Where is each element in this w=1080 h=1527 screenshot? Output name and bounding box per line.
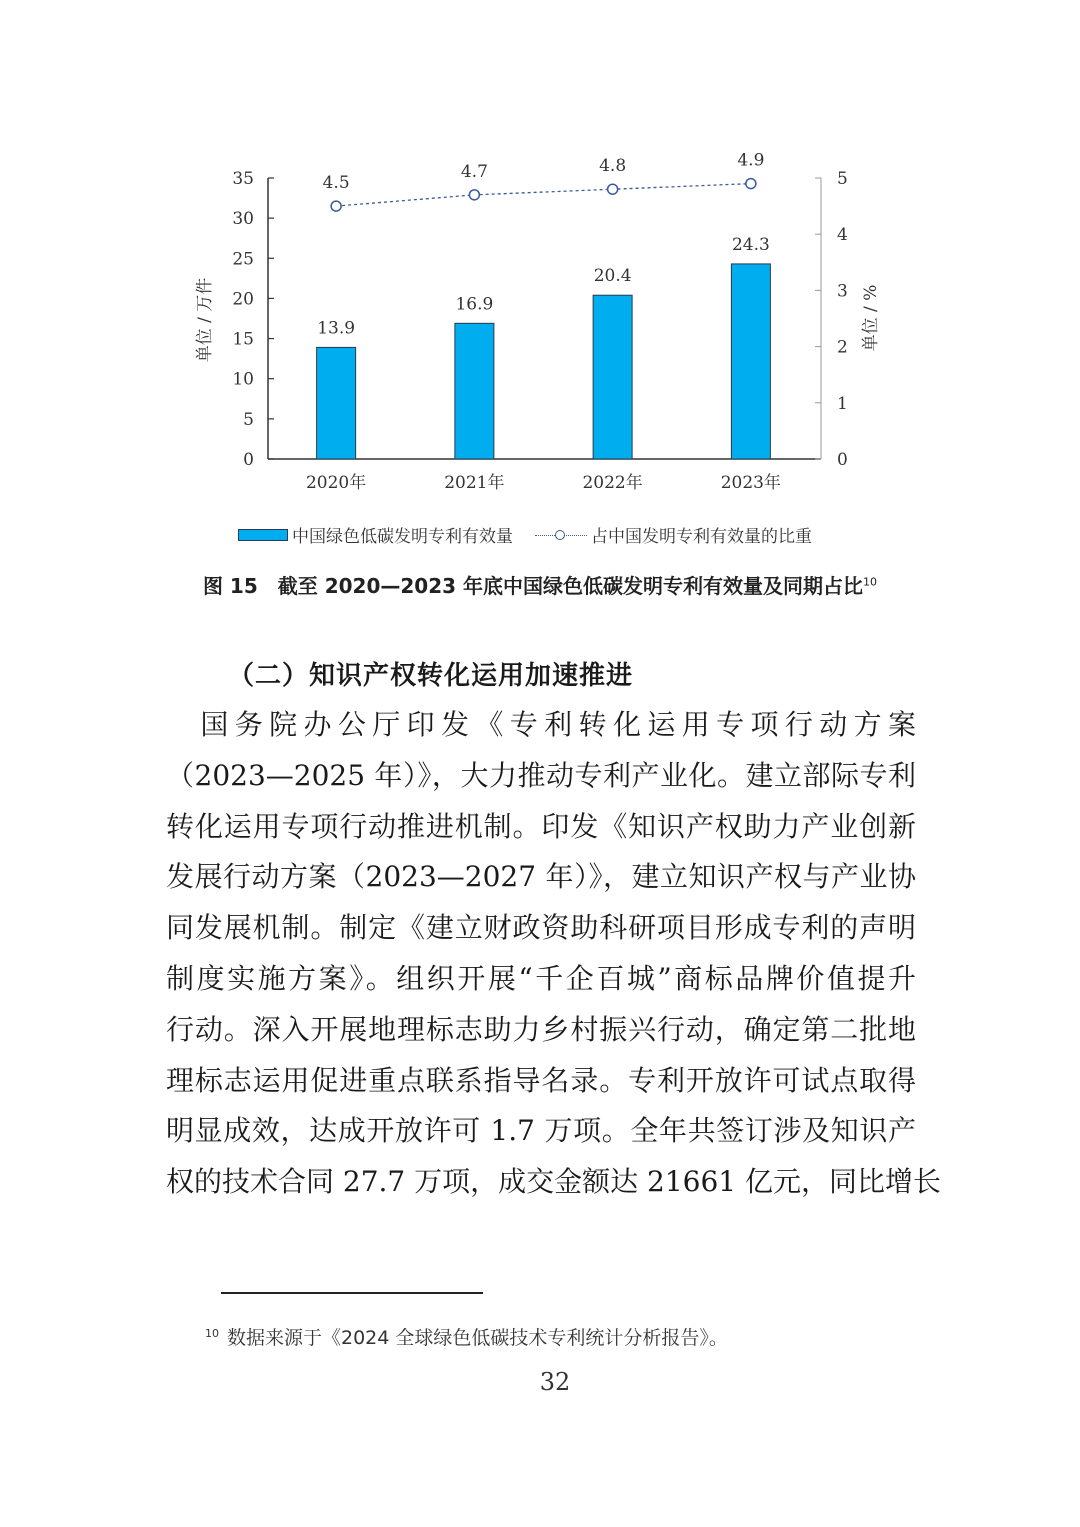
footnote-text: 数据来源于《2024 全球绿色低碳技术专利统计分析报告》。 <box>227 1327 728 1349</box>
body-line: 同发展机制。制定《建立财政资助科研项目形成专利的声明 <box>166 911 916 945</box>
footnote-divider <box>221 1292 483 1294</box>
left-tick-label: 0 <box>243 450 254 470</box>
left-tick-label: 35 <box>232 169 254 189</box>
right-tick-label: 2 <box>837 337 848 358</box>
right-tick-label: 1 <box>837 393 848 414</box>
body-line: 国务院办公厅印发《专利转化运用专项行动方案 <box>166 708 916 741</box>
right-tick-label: 0 <box>837 450 848 470</box>
x-tick-label: 2020年 <box>305 473 367 493</box>
caption-footnote-ref: 10 <box>863 575 878 589</box>
left-tick-label: 15 <box>232 329 254 350</box>
body-line: 制度实施方案》。组织开展“千企百城”商标品牌价值提升 <box>166 961 916 995</box>
bar-value-label: 20.4 <box>593 266 632 287</box>
body-paragraph <box>166 700 942 1208</box>
left-tick-label: 10 <box>232 369 254 390</box>
bar <box>317 347 356 459</box>
footnote-ref: 10 <box>205 1326 219 1340</box>
body-line: 转化运用专项行动推进机制。印发《知识产权助力产业创新 <box>166 809 916 843</box>
line-value-label: 4.9 <box>737 150 765 171</box>
line-marker <box>331 201 341 211</box>
x-tick-label: 2023年 <box>720 473 782 493</box>
figure-caption <box>0 570 1080 599</box>
bar-value-label: 13.9 <box>317 318 356 339</box>
body-line: 权的技术合同 27.7 万项，成交金额达 21661 亿元，同比增长 <box>166 1165 942 1199</box>
left-tick-label: 5 <box>243 409 254 430</box>
left-tick-label: 20 <box>232 289 254 310</box>
legend-line-swatch-icon <box>535 529 587 541</box>
bar <box>731 264 770 459</box>
left-tick-label: 25 <box>232 249 254 270</box>
figure-caption-text: 图 15 截至 2020—2023 年底中国绿色低碳发明专利有效量及同期占比 <box>202 574 864 598</box>
line-value-label: 4.7 <box>460 161 488 182</box>
body-line: 行动。深入开展地理标志助力乡村振兴行动，确定第二批地 <box>166 1012 916 1046</box>
right-tick-label: 4 <box>837 225 848 246</box>
bar-value-label: 24.3 <box>731 234 770 255</box>
left-axis-title: 单位 / 万件 <box>195 277 215 363</box>
line-marker <box>746 179 756 189</box>
section-heading: （二）知识产权转化运用加速推进 <box>228 661 634 691</box>
line-marker <box>608 184 618 194</box>
chart-legend <box>238 522 812 547</box>
bar <box>455 323 494 459</box>
legend-line-label: 占中国发明专利有效量的比重 <box>591 527 812 547</box>
legend-bar-swatch <box>238 529 288 541</box>
line-value-label: 4.8 <box>599 156 627 177</box>
line-value-label: 4.5 <box>322 173 350 194</box>
x-tick-label: 2021年 <box>444 473 505 493</box>
footnote <box>205 1323 728 1350</box>
bar <box>593 295 632 459</box>
legend-bar-label: 中国绿色低碳发明专利有效量 <box>292 527 513 547</box>
right-tick-label: 5 <box>837 169 848 189</box>
left-tick-label: 30 <box>232 209 254 230</box>
bar-value-label: 16.9 <box>455 294 494 315</box>
share-line <box>336 184 751 206</box>
body-line: 理标志运用促进重点联系指导名录。专利开放许可试点取得 <box>166 1063 916 1097</box>
page-number: 32 <box>539 1368 571 1396</box>
line-marker <box>469 190 479 200</box>
right-tick-label: 3 <box>837 281 848 302</box>
body-line: 发展行动方案（2023—2027 年）》，建立知识产权与产业协 <box>166 860 916 894</box>
right-axis-title: 单位 / % <box>861 284 881 352</box>
body-line: （2023—2025 年）》，大力推动专利产业化。建立部际专利 <box>166 758 916 792</box>
body-line: 明显成效，达成开放许可 1.7 万项。全年共签订涉及知识产 <box>166 1114 916 1148</box>
x-tick-label: 2022年 <box>582 473 643 493</box>
chart <box>0 0 1080 520</box>
